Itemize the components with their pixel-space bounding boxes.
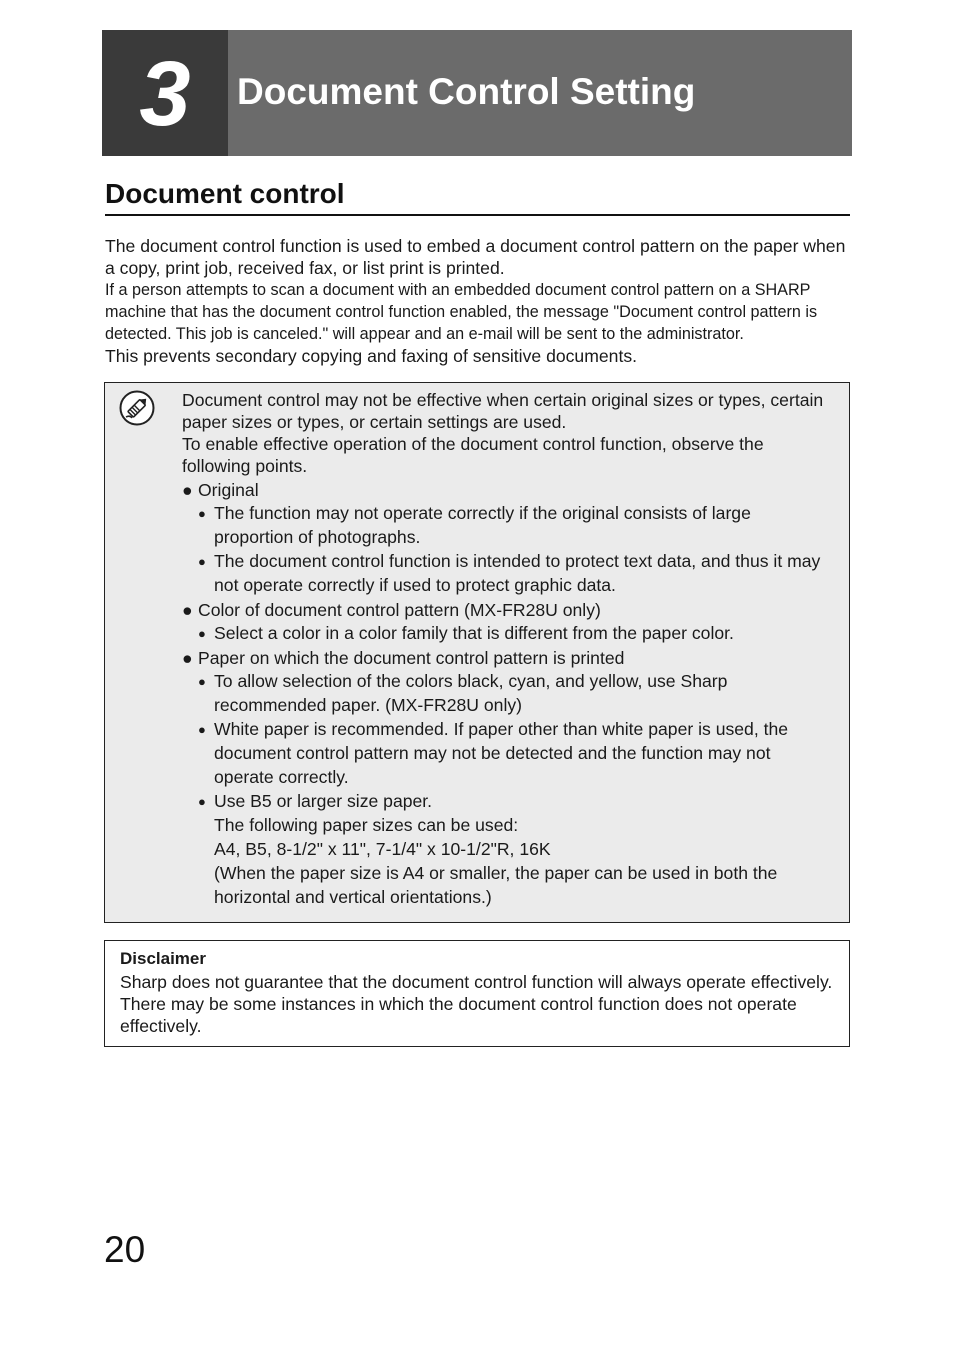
note-paragraph-2: To enable effective operation of the document control function, observe the following points. [182,434,764,476]
sub-list-item-text: (When the paper size is A4 or smaller, the paper can be used in both the horizontal and vertical orientations.) [214,863,778,907]
bullet-icon: ● [198,794,206,809]
list-item-label: Color of document control pattern (MX-FR28U only) [198,600,601,620]
paper-sizes-text: A4, B5, 8-1/2" x 11", 7-1/4" x 10-1/2"R, 16K [214,839,551,859]
bullet-icon: ● [198,674,206,689]
sub-list-item [198,789,832,909]
sub-list-item-text: White paper is recommended. If paper other than white paper is used, the document control pattern may not be detected and the function may not operate correctly. [214,719,789,787]
sub-list-item [198,621,832,645]
section-heading: Document control [105,178,345,209]
bullet-icon: ● [182,600,193,620]
bullet-icon: ● [198,554,206,569]
page-number: 20 [104,1229,146,1270]
sub-list-item [198,717,832,789]
bullet-icon: ● [198,626,206,641]
intro-paragraph-3: This prevents secondary copying and faxing of sensitive documents. [105,346,638,366]
sub-list-item [198,669,832,717]
chapter-header [102,30,852,156]
sub-list-item-text: The document control function is intended to protect text data, and thus it may not operate correctly if used to protect graphic data. [214,551,821,595]
chapter-title: Document Control Setting [237,71,696,112]
intro-text [105,235,853,367]
chapter-number-box [102,30,228,156]
list-item-label: Original [198,480,259,500]
list-item [182,479,832,501]
sub-list-item-text: The function may not operate correctly if the original consists of large proportion of photographs. [214,503,751,547]
sub-list-item [198,501,832,549]
bullet-icon: ● [182,648,193,668]
disclaimer-text: Sharp does not guarantee that the document control function will always operate effectively. There may be some instances in which the document control function does not operate effectively. [120,972,833,1036]
disclaimer-box [104,940,850,1047]
list-item [182,599,832,621]
list-item [182,647,832,669]
bullet-icon: ● [198,722,206,737]
disclaimer-title: Disclaimer [120,949,206,968]
note-box [104,382,850,923]
note-paragraph-1: Document control may not be effective when certain original sizes or types, certain paper sizes or types, or certain settings are used. [182,390,824,432]
sub-list-item [198,549,832,597]
pencil-note-icon [119,390,155,426]
note-body [182,389,832,909]
list-item-label: Paper on which the document control pattern is printed [198,648,625,668]
intro-paragraph-1: The document control function is used to embed a document control pattern on the paper when a copy, print job, received fax, or list print is printed. [105,236,846,278]
bullet-icon: ● [198,506,206,521]
sub-list-item-text: Select a color in a color family that is different from the paper color. [214,623,734,643]
bullet-icon: ● [182,480,193,500]
sub-list-item-text: The following paper sizes can be used: [214,815,519,835]
sub-list-item-text: To allow selection of the colors black, cyan, and yellow, use Sharp recommended paper. (MX-FR28U only) [214,671,728,715]
sub-list-item-text: Use B5 or larger size paper. [214,791,433,811]
chapter-number: 3 [139,43,191,145]
intro-paragraph-2: If a person attempts to scan a document with an embedded document control pattern on a SHARP machine that has the document control function enabled, the message "Document control pattern is detected. This job is canceled." will appear and an e-mail will be sent to the administrator. [105,281,818,343]
section-divider [105,214,850,216]
